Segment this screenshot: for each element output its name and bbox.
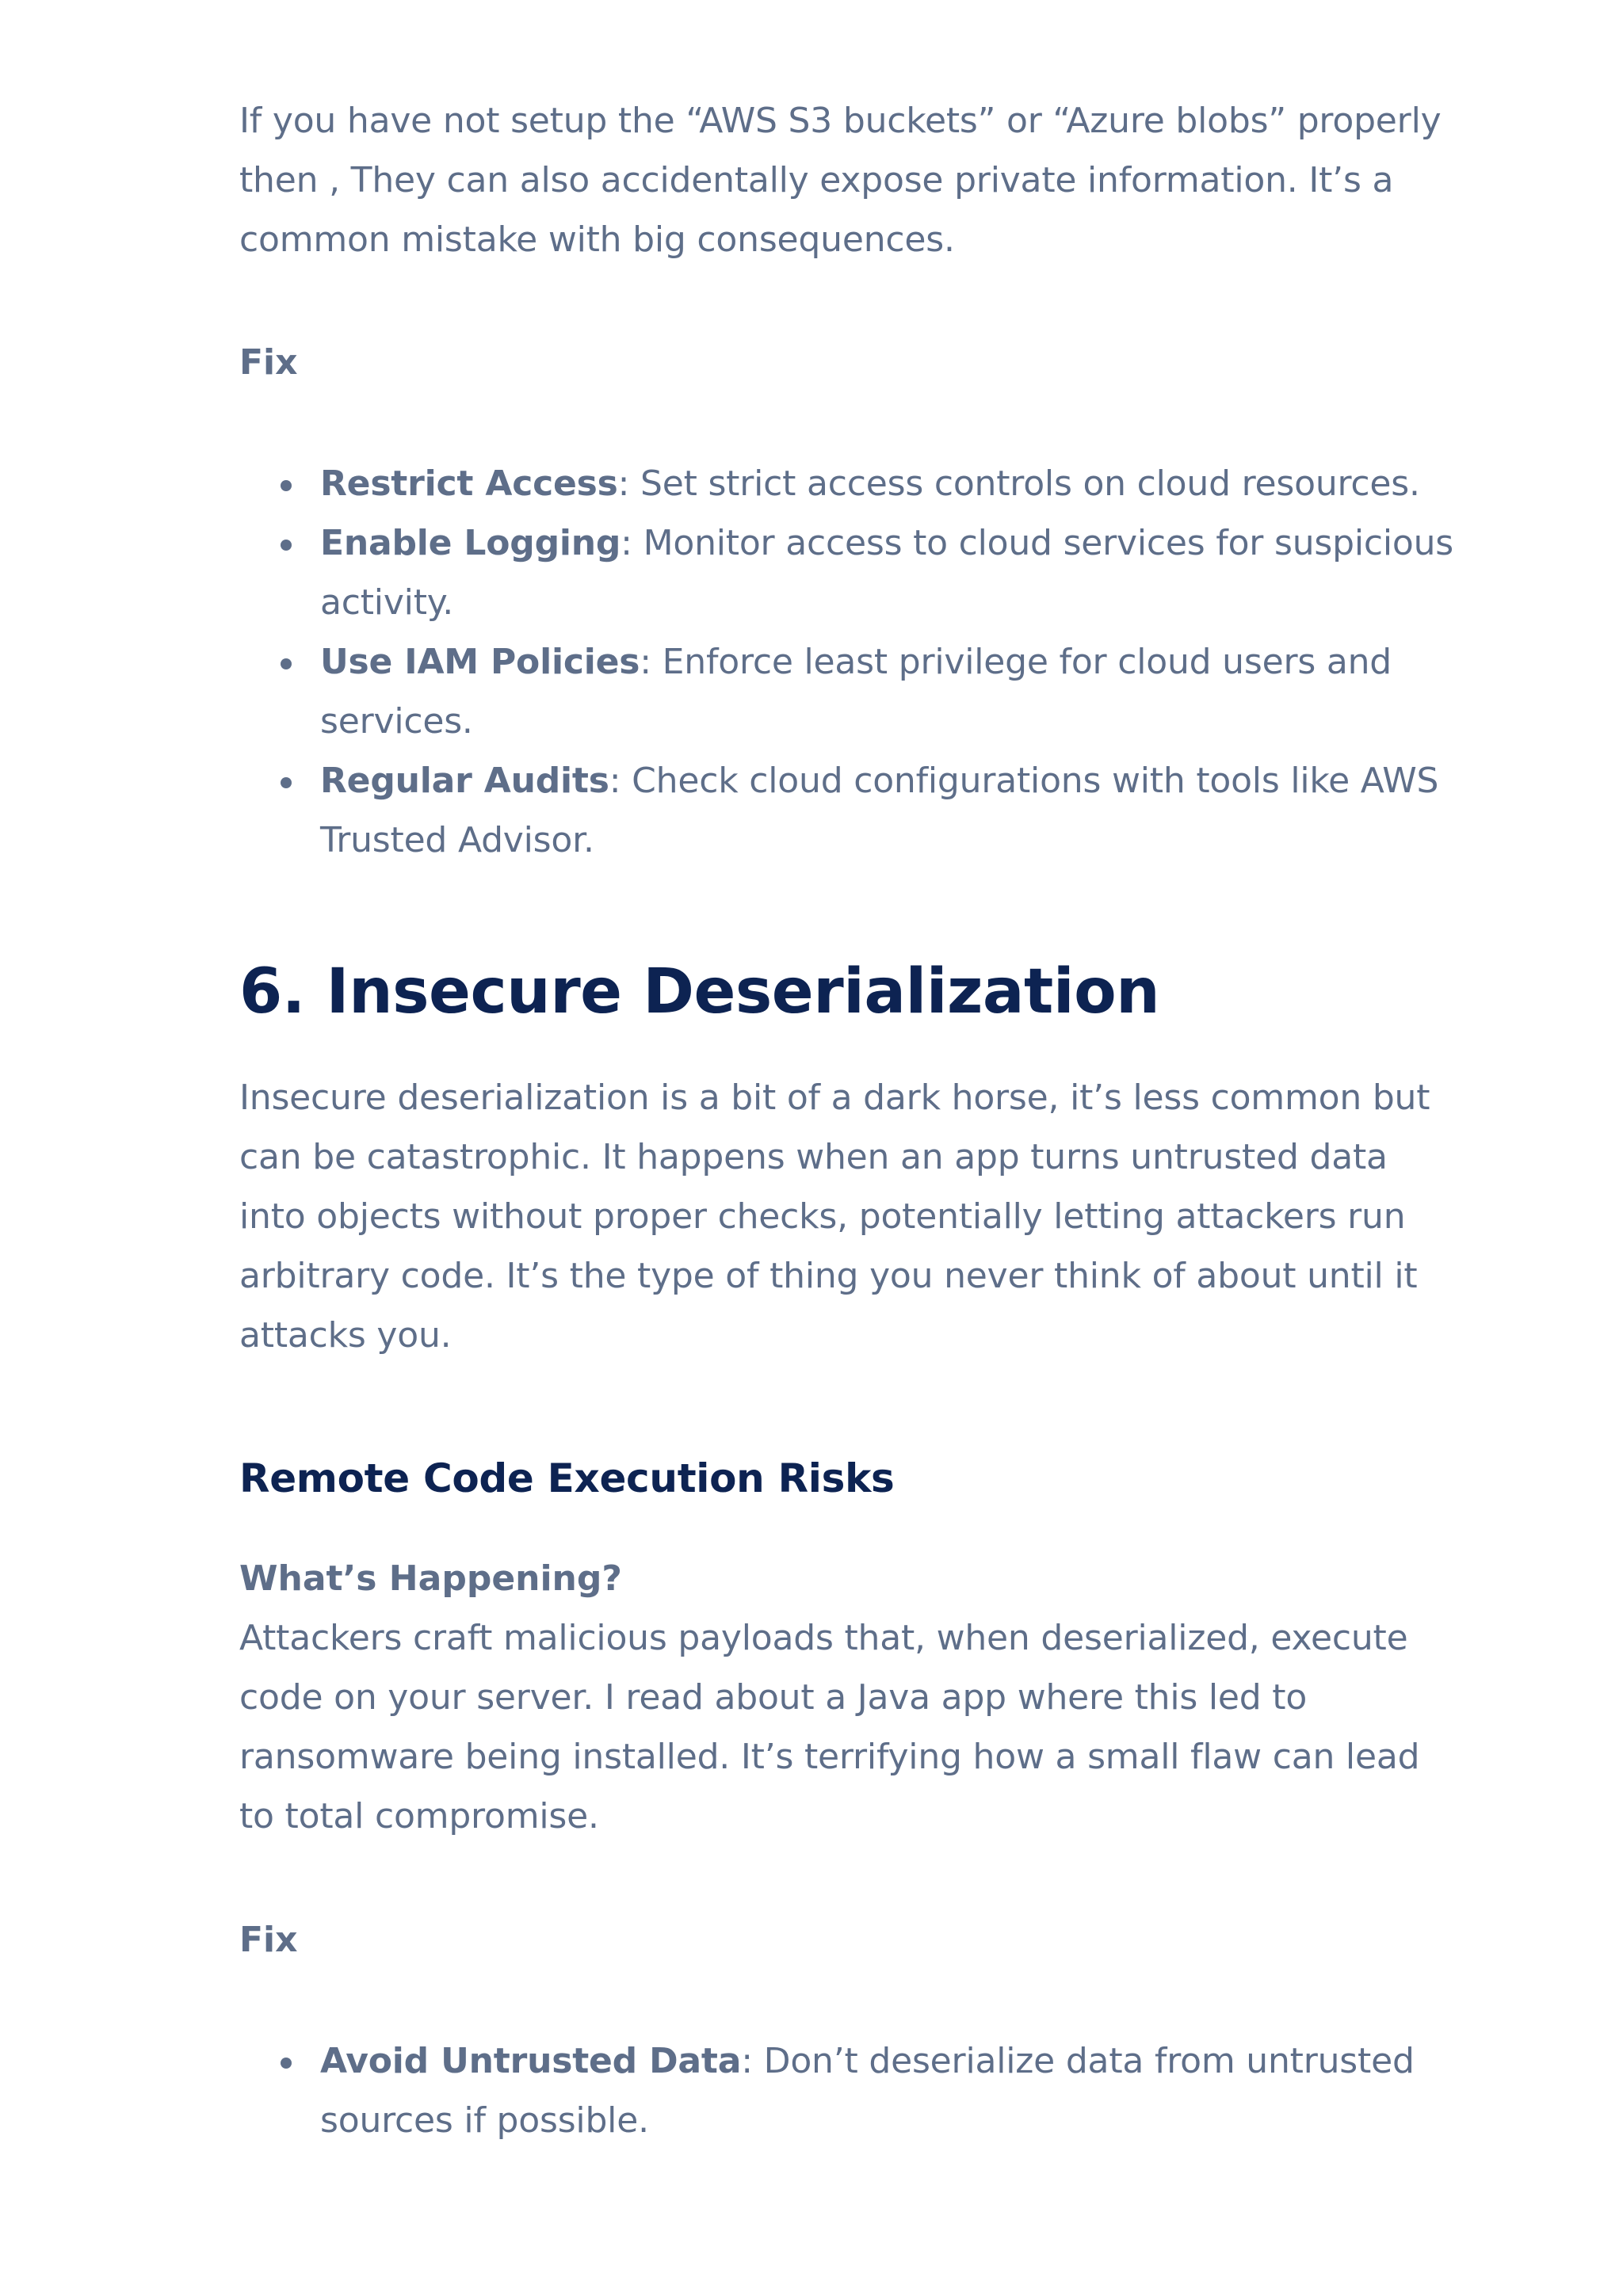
fix-label: Fix <box>239 1920 298 1960</box>
bullet-icon <box>281 540 292 551</box>
list-item <box>320 513 1541 632</box>
bullet-icon <box>281 777 292 788</box>
list-item <box>320 2031 1541 2150</box>
whats-happening-text: Attackers craft malicious payloads that, when deserialized, execute code on your server. I read about a Java app where this led to ransomware being installed. It’s terrifying how a small flaw can lead to total compromise. <box>239 1618 1420 1836</box>
list-item-text: : Don’t deserialize data from untrusted sources if possible. <box>320 2041 1415 2141</box>
subsection-heading: Remote Code Execution Risks <box>239 1455 895 1501</box>
list-item-text: : Monitor access to cloud services for suspicious activity. <box>320 523 1454 623</box>
bullet-icon <box>281 658 292 669</box>
section-heading: 6. Insecure Deserialization <box>239 956 1160 1028</box>
fix-list <box>239 454 1541 870</box>
list-item-text: : Check cloud configurations with tools like AWS Trusted Advisor. <box>320 761 1439 860</box>
fix-label: Fix <box>239 342 298 383</box>
list-item <box>320 632 1541 751</box>
list-item-term: Use IAM Policies <box>320 642 640 682</box>
fix-list <box>239 2031 1541 2150</box>
intro-paragraph: If you have not setup the “AWS S3 buckets” or “Azure blobs” properly then , They can also accidentally expose private information. It’s a common mistake with big consequences. <box>239 101 1442 260</box>
bullet-icon <box>281 480 292 491</box>
list-item-text: : Enforce least privilege for cloud users and services. <box>320 642 1392 742</box>
list-item <box>320 454 1541 513</box>
list-item-term: Avoid Untrusted Data <box>320 2041 742 2081</box>
section-paragraph: Insecure deserialization is a bit of a dark horse, it’s less common but can be catastrophic. It happens when an app turns untrusted data into objects without proper checks, potentially letting attackers run arbitrary code. It’s the type of thing you never think of about until it attacks you. <box>239 1077 1430 1356</box>
list-item <box>320 751 1541 870</box>
list-item-term: Enable Logging <box>320 523 621 563</box>
bullet-icon <box>281 2058 292 2069</box>
list-item-term: Restrict Access <box>320 463 618 504</box>
whats-happening-label: What’s Happening? <box>239 1558 622 1599</box>
list-item-text: : Set strict access controls on cloud resources. <box>617 463 1420 504</box>
list-item-term: Regular Audits <box>320 761 609 801</box>
